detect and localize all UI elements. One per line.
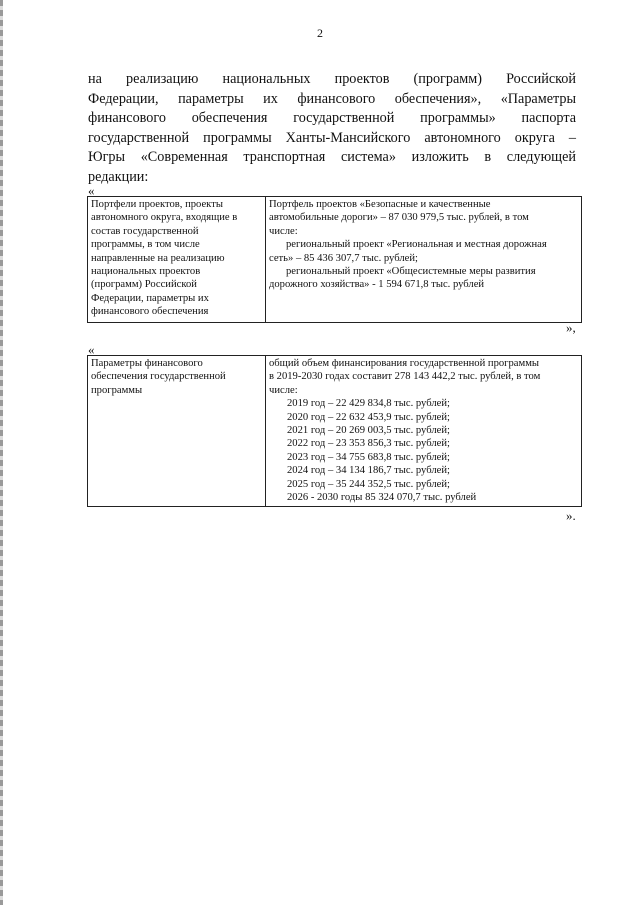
portfolio-label-cell: [88, 197, 266, 323]
year-line: 2024 год – 34 134 186,7 тыс. рублей;: [287, 465, 450, 477]
year-line: 2022 год – 23 353 856,3 тыс. рублей;: [287, 438, 450, 450]
intro-line: государственной программы Ханты-Мансийского автономного округа –: [88, 129, 576, 146]
project-portfolio-table: [87, 196, 582, 323]
intro-line: финансового обеспечения государственной программы» паспорта: [88, 110, 576, 126]
label-line: направленные на реализацию: [91, 252, 225, 264]
closing-quote-2: ».: [566, 508, 576, 523]
financing-value-cell: [266, 356, 582, 507]
label-line: обеспечения государственной: [91, 371, 226, 383]
year-line: 2019 год – 22 429 834,8 тыс. рублей;: [287, 398, 450, 410]
page-number: 2: [317, 26, 323, 40]
intro-paragraph: [88, 70, 576, 187]
label-line: программы: [91, 384, 143, 396]
year-line: 2026 - 2030 годы 85 324 070,7 тыс. рублей: [287, 492, 477, 504]
intro-line: на реализацию национальных проектов (программ) Российской: [88, 71, 576, 87]
value-line: автомобильные дороги» – 87 030 979,5 тыс. рублей, в том: [269, 212, 529, 224]
value-line: общий объем финансирования государственной программы: [269, 358, 540, 369]
portfolio-value-cell: [266, 197, 582, 323]
label-line: автономного округа, входящие в: [91, 212, 238, 224]
intro-line: редакции:: [88, 168, 149, 185]
label-line: Параметры финансового: [91, 358, 203, 369]
year-line: 2025 год – 35 244 352,5 тыс. рублей;: [287, 478, 450, 490]
financing-parameters-table: [87, 355, 582, 507]
label-line: финансового обеспечения: [91, 306, 209, 318]
label-line: Портфели проектов, проекты: [91, 199, 223, 210]
label-line: национальных проектов: [91, 266, 201, 278]
closing-quote-1: »,: [566, 320, 576, 335]
regional-project-line: сеть» – 85 436 307,7 тыс. рублей;: [269, 252, 418, 264]
regional-project-line: дорожного хозяйства» - 1 594 671,8 тыс. рублей: [269, 279, 485, 291]
regional-project-line: региональный проект «Региональная и местная дорожная: [286, 239, 547, 251]
year-line: 2021 год – 20 269 003,5 тыс. рублей;: [287, 425, 450, 437]
table-row: [88, 356, 582, 507]
intro-line: Югры «Современная транспортная система» изложить в следующей: [88, 149, 576, 165]
year-line: 2023 год – 34 755 683,8 тыс. рублей;: [287, 451, 450, 463]
intro-line: Федерации, параметры их финансового обеспечения», «Параметры: [88, 90, 576, 107]
financing-label-cell: [88, 356, 266, 507]
value-line: числе:: [269, 384, 298, 396]
label-line: программы, в том числе: [91, 239, 200, 251]
value-line: Портфель проектов «Безопасные и качественные: [269, 199, 491, 210]
regional-project-line: региональный проект «Общесистемные меры развития: [286, 266, 536, 278]
table-row: [88, 197, 582, 323]
value-line: в 2019-2030 годах составит 278 143 442,2 тыс. рублей, в том: [269, 371, 541, 383]
label-line: состав государственной: [91, 225, 199, 237]
opening-quote-1: «: [88, 183, 95, 198]
year-line: 2020 год – 22 632 453,9 тыс. рублей;: [287, 411, 450, 423]
scan-edge-artifact: [0, 0, 3, 905]
label-line: Федерации, параметры их: [91, 292, 209, 304]
label-line: (программ) Российской: [91, 279, 197, 291]
value-line: числе:: [269, 225, 298, 237]
opening-quote-2: «: [88, 342, 95, 357]
